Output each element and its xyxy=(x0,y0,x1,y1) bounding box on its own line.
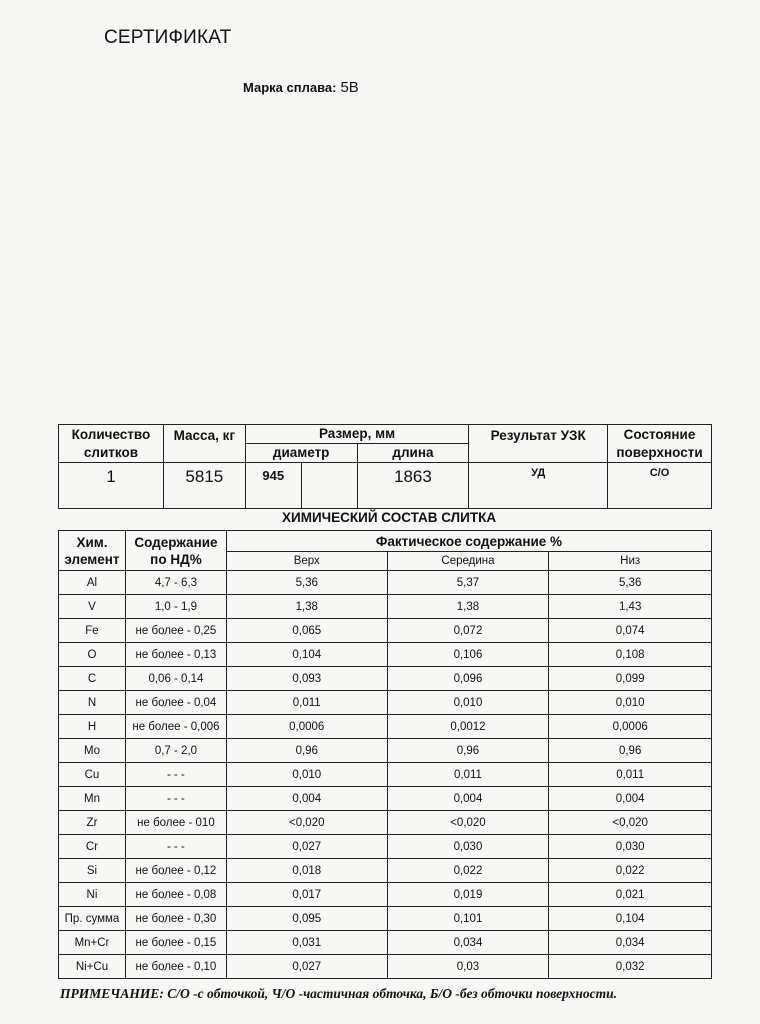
header-top: Верх xyxy=(226,552,387,571)
chemistry-heading: ХИМИЧЕСКИЙ СОСТАВ СЛИТКА xyxy=(282,510,497,525)
chemistry-row xyxy=(59,883,712,907)
cell-bottom: 0,034 xyxy=(549,931,712,955)
chemistry-row xyxy=(59,859,712,883)
chemistry-row xyxy=(59,739,712,763)
cell-element: Al xyxy=(59,571,126,595)
value-surface: С/О xyxy=(608,463,712,509)
header-middle: Середина xyxy=(387,552,549,571)
cell-element: Пр. сумма xyxy=(59,907,126,931)
cell-middle: 0,022 xyxy=(387,859,549,883)
chemistry-row xyxy=(59,643,712,667)
cell-element: N xyxy=(59,691,126,715)
cell-top: <0,020 xyxy=(226,811,387,835)
cell-middle: <0,020 xyxy=(387,811,549,835)
cell-element: Mn xyxy=(59,787,126,811)
chemistry-table xyxy=(58,530,712,979)
cell-top: 0,0006 xyxy=(226,715,387,739)
value-diameter: 945 xyxy=(245,463,301,509)
cell-element: Si xyxy=(59,859,126,883)
header-ultrasonic: Результат УЗК xyxy=(469,425,608,463)
cell-norm: 0,7 - 2,0 xyxy=(125,739,226,763)
chemistry-row xyxy=(59,691,712,715)
cell-bottom: 0,030 xyxy=(549,835,712,859)
cell-top: 0,011 xyxy=(226,691,387,715)
cell-middle: 1,38 xyxy=(387,595,549,619)
cell-norm: не более - 0,12 xyxy=(125,859,226,883)
header-length: длина xyxy=(357,444,469,463)
cell-middle: 0,034 xyxy=(387,931,549,955)
chemistry-row xyxy=(59,619,712,643)
chemistry-row xyxy=(59,595,712,619)
certificate-title: СЕРТИФИКАТ xyxy=(104,27,232,48)
alloy-grade-value: 5В xyxy=(340,79,359,96)
header-size: Размер, мм xyxy=(245,425,469,444)
cell-element: Fe xyxy=(59,619,126,643)
cell-norm: не более - 0,08 xyxy=(125,883,226,907)
cell-middle: 0,004 xyxy=(387,787,549,811)
value-mass: 5815 xyxy=(163,463,245,509)
cell-top: 0,96 xyxy=(226,739,387,763)
header-norm: Содержание по НД% xyxy=(125,531,226,571)
cell-top: 0,031 xyxy=(226,931,387,955)
cell-middle: 0,011 xyxy=(387,763,549,787)
cell-top: 0,010 xyxy=(226,763,387,787)
chemistry-row xyxy=(59,715,712,739)
cell-norm: не более - 0,10 xyxy=(125,955,226,979)
cell-top: 0,027 xyxy=(226,955,387,979)
chemistry-row xyxy=(59,955,712,979)
cell-norm: не более - 0,04 xyxy=(125,691,226,715)
cell-bottom: 0,104 xyxy=(549,907,712,931)
cell-bottom: 0,96 xyxy=(549,739,712,763)
header-count: Количество слитков xyxy=(59,425,164,463)
cell-middle: 0,03 xyxy=(387,955,549,979)
cell-top: 0,093 xyxy=(226,667,387,691)
cell-element: Mn+Cr xyxy=(59,931,126,955)
cell-bottom: 0,108 xyxy=(549,643,712,667)
cell-bottom: <0,020 xyxy=(549,811,712,835)
chemistry-row xyxy=(59,571,712,595)
cell-element: Ni xyxy=(59,883,126,907)
cell-bottom: 0,032 xyxy=(549,955,712,979)
chemistry-row xyxy=(59,835,712,859)
cell-element: Zr xyxy=(59,811,126,835)
cell-top: 0,027 xyxy=(226,835,387,859)
alloy-grade-label: Марка сплава: xyxy=(243,80,337,95)
cell-middle: 0,096 xyxy=(387,667,549,691)
cell-middle: 0,030 xyxy=(387,835,549,859)
cell-bottom: 5,36 xyxy=(549,571,712,595)
cell-element: C xyxy=(59,667,126,691)
header-actual: Фактическое содержание % xyxy=(226,531,711,552)
value-ultrasonic: УД xyxy=(469,463,608,509)
cell-norm: 1,0 - 1,9 xyxy=(125,595,226,619)
cell-top: 5,36 xyxy=(226,571,387,595)
value-diameter-blank xyxy=(301,463,357,509)
value-length: 1863 xyxy=(357,463,469,509)
cell-middle: 0,96 xyxy=(387,739,549,763)
cell-norm: не более - 0,006 xyxy=(125,715,226,739)
cell-norm: не более - 0,13 xyxy=(125,643,226,667)
cell-element: V xyxy=(59,595,126,619)
alloy-grade xyxy=(243,79,359,96)
cell-top: 0,065 xyxy=(226,619,387,643)
cell-top: 0,017 xyxy=(226,883,387,907)
cell-top: 0,104 xyxy=(226,643,387,667)
header-mass: Масса, кг xyxy=(163,425,245,463)
cell-element: Cr xyxy=(59,835,126,859)
header-bottom: Низ xyxy=(549,552,712,571)
header-element: Хим. элемент xyxy=(59,531,126,571)
cell-middle: 0,101 xyxy=(387,907,549,931)
cell-bottom: 0,074 xyxy=(549,619,712,643)
cell-middle: 5,37 xyxy=(387,571,549,595)
cell-norm: не более - 010 xyxy=(125,811,226,835)
cell-norm: 4,7 - 6,3 xyxy=(125,571,226,595)
cell-bottom: 0,021 xyxy=(549,883,712,907)
cell-bottom: 0,022 xyxy=(549,859,712,883)
cell-element: Ni+Cu xyxy=(59,955,126,979)
cell-bottom: 1,43 xyxy=(549,595,712,619)
cell-top: 1,38 xyxy=(226,595,387,619)
cell-norm: - - - xyxy=(125,763,226,787)
cell-bottom: 0,099 xyxy=(549,667,712,691)
cell-norm: не более - 0,15 xyxy=(125,931,226,955)
chemistry-row xyxy=(59,787,712,811)
cell-norm: 0,06 - 0,14 xyxy=(125,667,226,691)
cell-element: Mo xyxy=(59,739,126,763)
cell-middle: 0,010 xyxy=(387,691,549,715)
cell-bottom: 0,004 xyxy=(549,787,712,811)
chemistry-row xyxy=(59,763,712,787)
cell-bottom: 0,011 xyxy=(549,763,712,787)
header-diameter: диаметр xyxy=(245,444,357,463)
cell-norm: - - - xyxy=(125,787,226,811)
cell-top: 0,018 xyxy=(226,859,387,883)
cell-middle: 0,0012 xyxy=(387,715,549,739)
cell-middle: 0,106 xyxy=(387,643,549,667)
cell-element: Cu xyxy=(59,763,126,787)
value-count: 1 xyxy=(59,463,164,509)
chemistry-row xyxy=(59,811,712,835)
chemistry-row xyxy=(59,667,712,691)
cell-norm: не более - 0,30 xyxy=(125,907,226,931)
cell-element: H xyxy=(59,715,126,739)
cell-norm: - - - xyxy=(125,835,226,859)
cell-middle: 0,019 xyxy=(387,883,549,907)
chemistry-row xyxy=(59,907,712,931)
chemistry-row xyxy=(59,931,712,955)
cell-top: 0,004 xyxy=(226,787,387,811)
cell-bottom: 0,0006 xyxy=(549,715,712,739)
cell-middle: 0,072 xyxy=(387,619,549,643)
ingot-table xyxy=(58,424,712,509)
footnote: ПРИМЕЧАНИЕ: С/О -с обточкой, Ч/О -частичная обточка, Б/О -без обточки поверхности. xyxy=(60,986,618,1001)
cell-top: 0,095 xyxy=(226,907,387,931)
cell-element: O xyxy=(59,643,126,667)
header-surface: Состояние поверхности xyxy=(608,425,712,463)
cell-norm: не более - 0,25 xyxy=(125,619,226,643)
cell-bottom: 0,010 xyxy=(549,691,712,715)
